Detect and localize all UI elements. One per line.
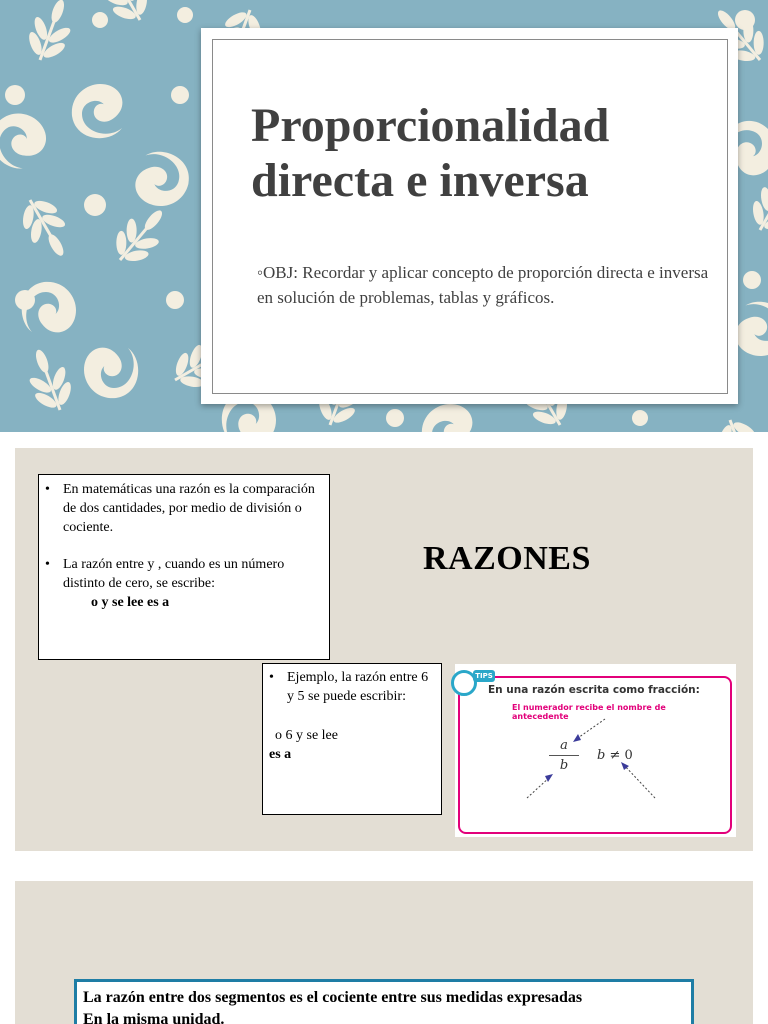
definition-box [38,474,330,660]
swirl-icon [130,146,196,214]
fraction-denominator: b [559,758,569,773]
razones-slide [15,448,753,851]
leaf-spray-icon [710,413,768,432]
segment-definition-box [74,979,694,1024]
tips-arrows [455,664,736,837]
bullet-example [269,668,435,706]
arrow-numerator [575,719,605,740]
arrowhead-numerator [573,734,581,742]
example-line-2: es a [269,747,292,762]
swirl-icon [84,348,138,399]
tips-panel [455,664,736,837]
dot-icon [632,410,648,426]
reads-as-line: o y se lee es a [91,595,170,610]
dot-icon [166,291,184,309]
arrowhead-nonzero [621,762,629,770]
bullet-notation [45,555,321,593]
dot-icon [177,7,193,23]
bullet-text: Ejemplo, la razón entre 6 y 5 se puede escribir: [287,670,429,704]
dot-icon [5,85,25,105]
title-card [201,28,738,404]
segments-slide [15,881,753,1024]
condition-variable: b [597,748,606,763]
tips-heading: En una razón escrita como fracción: [488,684,700,696]
title-card-border [212,39,728,394]
swirl-icon [0,102,54,176]
swirl-icon [422,404,473,432]
fraction-numerator: a [560,738,568,753]
bullet-definition [45,480,321,537]
bullet-text: La razón entre y , cuando es un número distinto de cero, se escribe: [63,557,285,591]
definition-line-1: La razón entre dos segmentos es el cociente entre sus medidas expresadas [83,989,583,1006]
dot-icon [84,194,106,216]
condition-rest: ≠ 0 [605,748,633,763]
definition-line-2: En la misma unidad. [83,1011,225,1024]
leaf-spray-icon [103,197,177,274]
title-line-2: directa e inversa [251,154,589,207]
dot-icon [743,271,761,289]
title-line-1: Proporcionalidad [251,99,610,152]
section-heading: RAZONES [423,540,591,577]
leaf-spray-icon [20,0,82,67]
example-box [262,663,442,815]
dot-icon [171,86,189,104]
numerator-note: El numerador recibe el nombre de antecedente [512,703,666,721]
example-line-1: o 6 y se lee [275,728,338,743]
bullet-text: En matemáticas una razón es la comparación de dos cantidades, por medio de división o cociente. [63,482,315,535]
leaf-spray-icon [741,164,768,241]
bullet-dot: • [269,670,274,685]
dot-icon [15,290,35,310]
bullet-dot: • [45,557,50,572]
tips-tab: TIPS [473,670,495,682]
dot-icon [735,10,755,30]
leaf-spray-icon [11,189,80,266]
leaf-spray-icon [18,342,80,417]
dot-icon [386,409,404,427]
objective-text: ◦OBJ: Recordar y aplicar concepto de proporción directa e inversa en solución de problemas, tablas y gráficos. [257,263,709,307]
bullet-dot: • [45,482,50,497]
arrow-nonzero [623,764,655,798]
swirl-icon [72,84,123,138]
title-slide [0,0,768,432]
dot-icon [92,12,108,28]
slide-title [251,98,711,208]
